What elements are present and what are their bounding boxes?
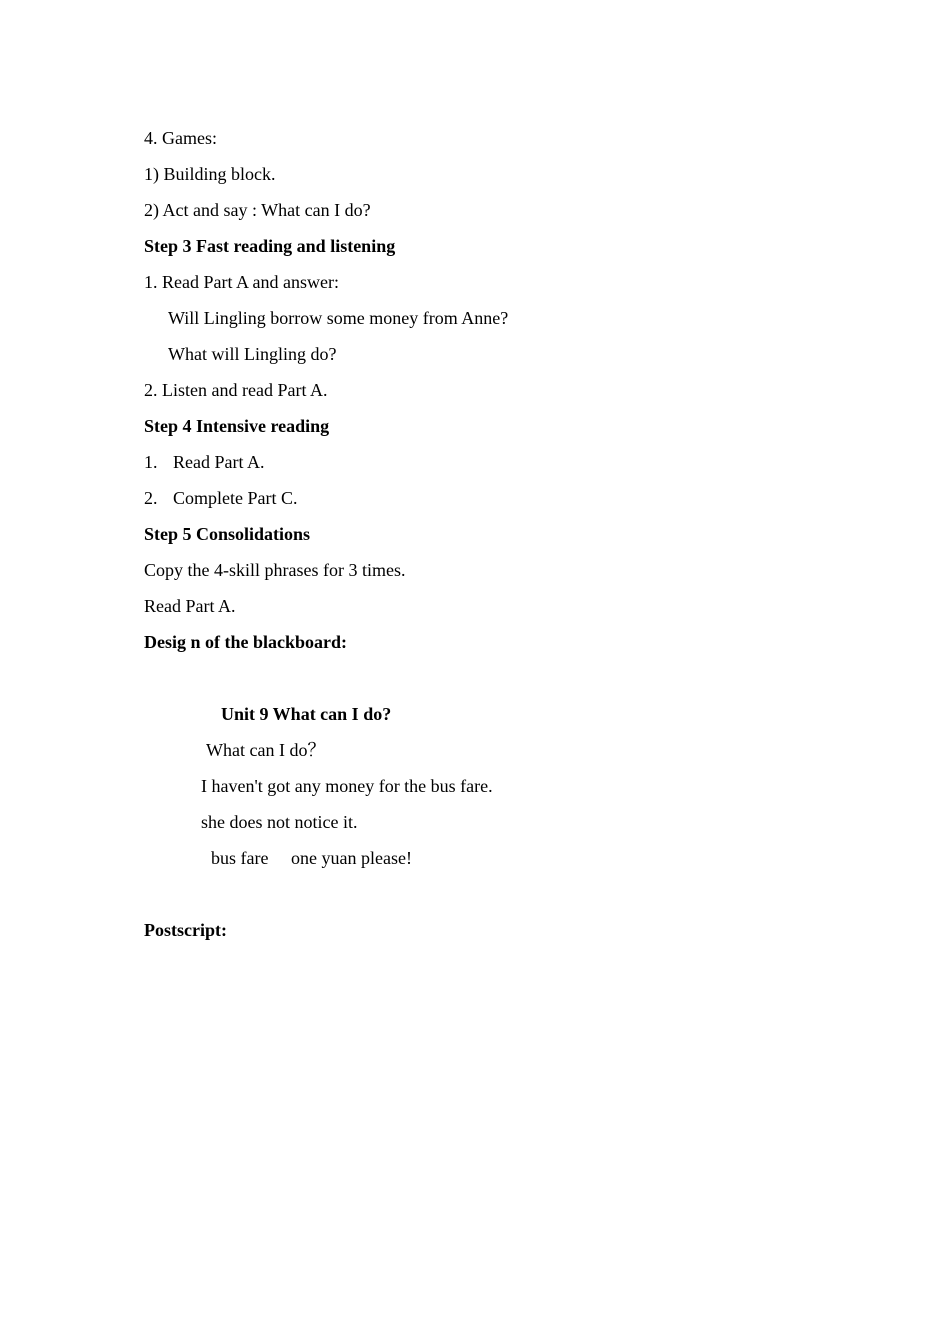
game-item-1: 1) Building block.	[144, 164, 276, 184]
board-line-1: What can I do？	[206, 740, 326, 760]
board-line-3: she does not notice it.	[201, 812, 358, 832]
step4-item-2-number: 2.	[144, 488, 158, 508]
games-heading: 4. Games:	[144, 128, 217, 148]
step3-item-1: 1. Read Part A and answer:	[144, 272, 339, 292]
board-line-4-term: bus fare	[211, 848, 269, 868]
design-heading: Desig n of the blackboard:	[144, 632, 348, 652]
step3-question-2: What will Lingling do?	[168, 344, 337, 364]
step3-item-2: 2. Listen and read Part A.	[144, 380, 328, 400]
step4-item-1-text: Read Part A.	[173, 452, 265, 472]
step4-item-2-text: Complete Part C.	[173, 488, 298, 508]
board-line-4-phrase: one yuan please!	[291, 848, 412, 868]
board-title: Unit 9 What can I do?	[221, 704, 392, 724]
board-line-2: I haven't got any money for the bus fare.	[201, 776, 493, 796]
game-item-2: 2) Act and say : What can I do?	[144, 200, 371, 220]
step5-line-1: Copy the 4-skill phrases for 3 times.	[144, 560, 406, 580]
step3-heading: Step 3 Fast reading and listening	[144, 236, 396, 256]
postscript-heading: Postscript:	[144, 920, 227, 940]
step4-heading: Step 4 Intensive reading	[144, 416, 330, 436]
step5-heading: Step 5 Consolidations	[144, 524, 311, 544]
step4-item-1-number: 1.	[144, 452, 158, 472]
step3-question-1: Will Lingling borrow some money from Anne?	[168, 308, 509, 328]
step5-line-2: Read Part A.	[144, 596, 236, 616]
